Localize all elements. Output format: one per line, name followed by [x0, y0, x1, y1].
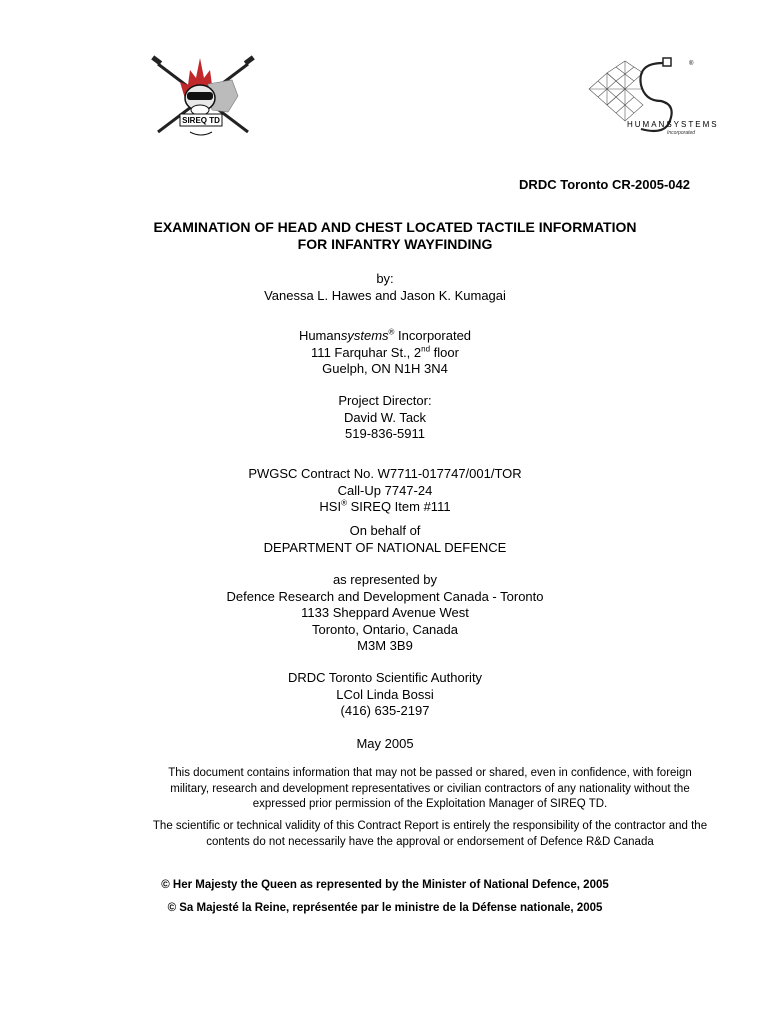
- contractor-street: 111 Farquhar St., 2nd floor: [311, 344, 459, 360]
- contract-block: [0, 466, 770, 516]
- represented-street: 1133 Sheppard Avenue West: [301, 605, 469, 620]
- authority-phone: (416) 635-2197: [340, 703, 430, 718]
- hsi-item: HSI® SIREQ Item #111: [319, 498, 451, 514]
- behalf-block: [0, 523, 770, 556]
- authority-name: LCol Linda Bossi: [336, 686, 434, 702]
- callup: Call-Up 7747-24: [337, 482, 433, 498]
- copyright-english: © Her Majesty the Queen as represented by the Minister of National Defence, 2005: [161, 879, 609, 891]
- represented-postal: M3M 3B9: [357, 638, 413, 653]
- project-director-name: David W. Tack: [343, 409, 427, 425]
- humansystems-logo-text: HUMANSYSTEMS: [627, 120, 719, 129]
- sireq-td-logo: [150, 52, 256, 142]
- distribution-notice: This document contains information that may not be passed or shared, even in confidence, with foreign military, research and development representatives or civilian contractors of any nationality without the expressed prior permission of the Exploitation Manager of SIREQ TD.: [168, 767, 692, 810]
- validity-notice: The scientific or technical validity of this Contract Report is entirely the responsibility of the contractor and the contents do not necessarily have the approval or endorsement of Defence R&D Canada: [152, 820, 708, 848]
- contractor-name: Humansystems® Incorporated: [298, 327, 472, 343]
- represented-city: Toronto, Ontario, Canada: [312, 621, 458, 637]
- project-director-label: Project Director:: [338, 393, 432, 408]
- title-line-2: FOR INFANTRY WAYFINDING: [297, 236, 493, 252]
- project-director-phone: 519-836-5911: [345, 426, 425, 441]
- humansystems-logo-subtext: Incorporated: [667, 130, 696, 136]
- author-names: Vanessa L. Hawes and Jason K. Kumagai: [264, 287, 506, 303]
- sireq-logo-text: SIREQ TD: [182, 116, 220, 125]
- represented-org: Defence Research and Development Canada - Toronto: [226, 588, 544, 604]
- authority-block: [0, 670, 770, 720]
- department-name: DEPARTMENT OF NATIONAL DEFENCE: [263, 539, 507, 555]
- document-date: May 2005: [356, 736, 414, 751]
- project-director-block: [0, 393, 770, 443]
- authority-label: DRDC Toronto Scientific Authority: [287, 670, 483, 685]
- represented-label: as represented by: [332, 572, 438, 587]
- report-number: DRDC Toronto CR-2005-042: [519, 177, 690, 192]
- title-line-1: EXAMINATION OF HEAD AND CHEST LOCATED TACTILE INFORMATION: [153, 219, 637, 235]
- contractor-block: [0, 328, 770, 378]
- document-title: [5, 219, 770, 253]
- by-label: by:: [376, 271, 394, 286]
- behalf-label: On behalf of: [349, 523, 421, 538]
- copyright-french: © Sa Majesté la Reine, représentée par le ministre de la Défense nationale, 2005: [167, 902, 603, 914]
- authors-block: [0, 271, 770, 304]
- pwgsc-contract: PWGSC Contract No. W7711-017747/001/TOR: [248, 466, 522, 481]
- represented-block: [0, 572, 770, 655]
- date-block: [0, 736, 770, 753]
- svg-text:®: ®: [689, 61, 694, 67]
- contractor-city: Guelph, ON N1H 3N4: [322, 361, 448, 376]
